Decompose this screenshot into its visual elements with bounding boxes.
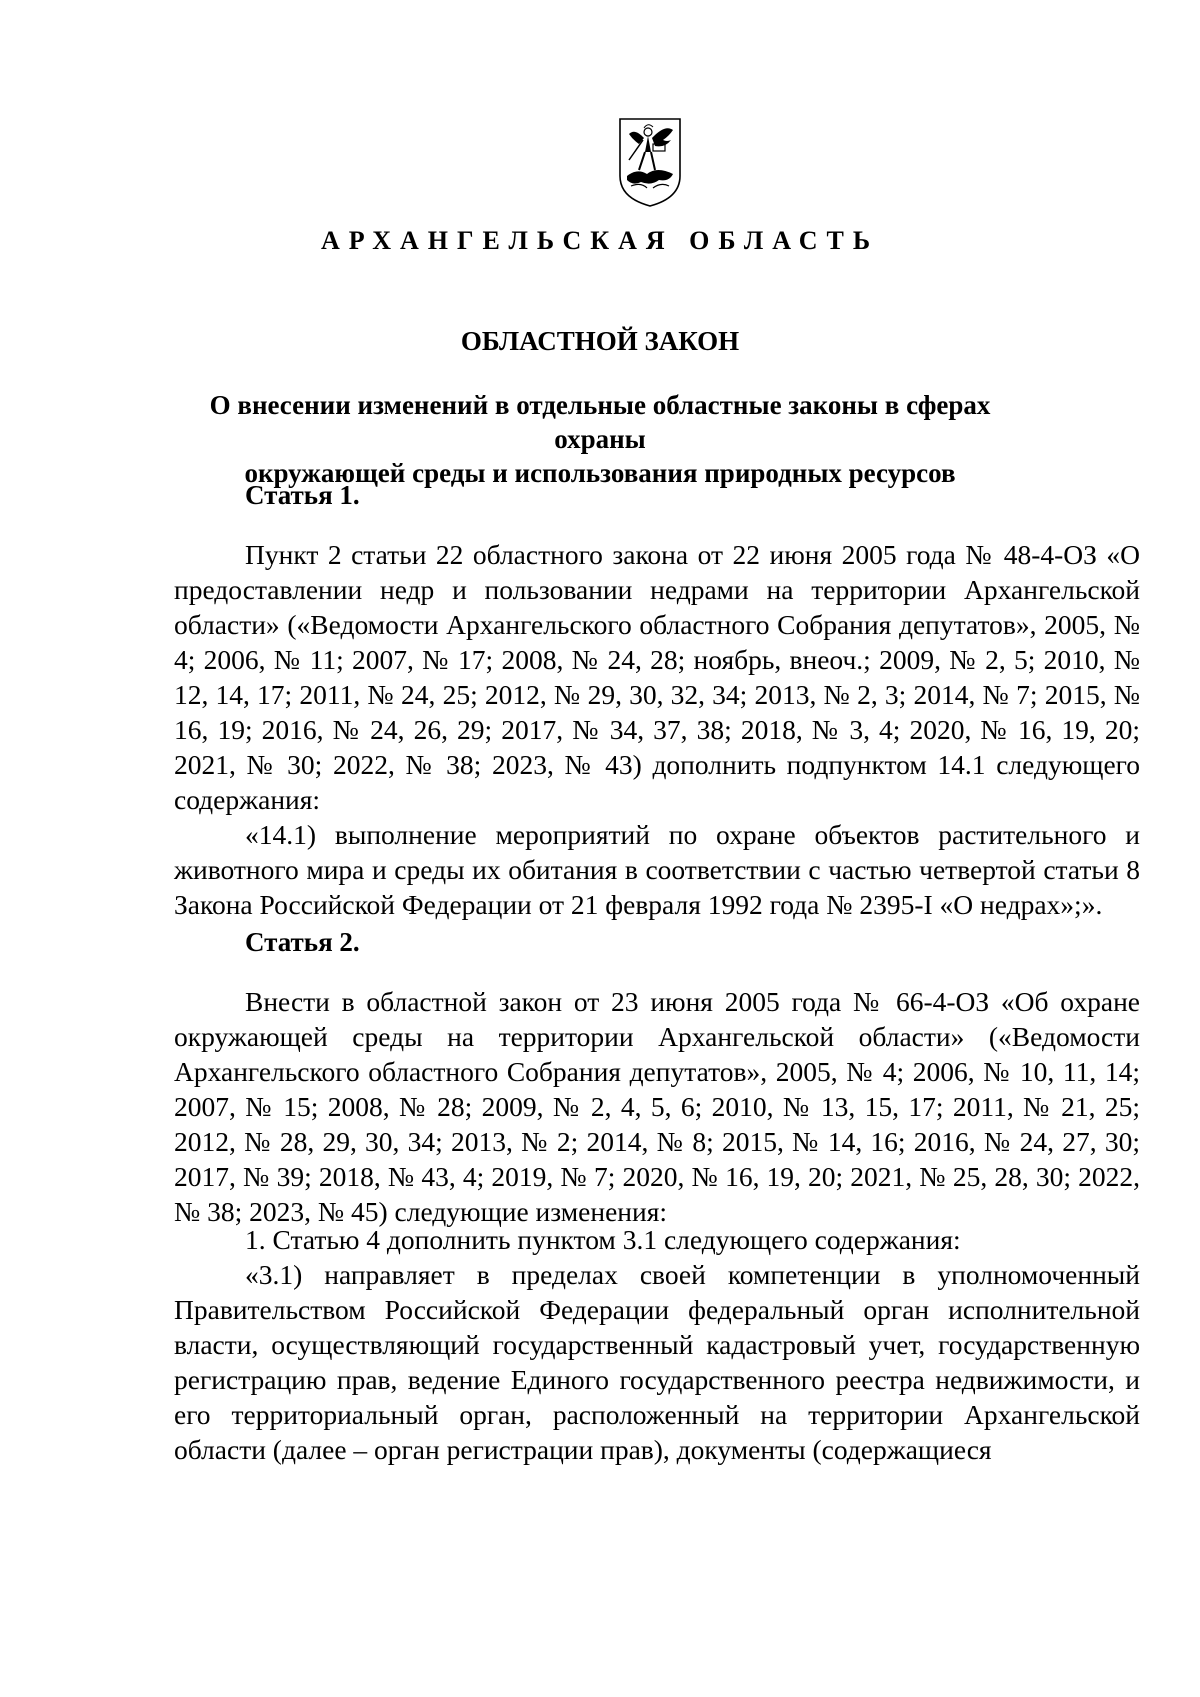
article-1-heading: Статья 1. <box>245 480 360 510</box>
article-1-paragraph-1: Пункт 2 статьи 22 областного закона от 22 июня 2005 года № 48-4-ОЗ «О предоставлении недр и пользовании недрами на территории Архангельской области» («Ведомости Архангельского областного Собрания депутатов», 2005, № 4; 2006, № 11; 2007, № 17; 2008, № 24, 28; ноябрь, внеоч.; 2009, № 2, 5; 2010, № 12, 14, 17; 2011, № 24, 25; 2012, № 29, 30, 32, 34; 2013, № 2, 3; 2014, № 7; 2015, № 16, 19; 2016, № 24, 26, 29; 2017, № 34, 37, 38; 2018, № 3, 4; 2020, № 16, 19, 20; 2021, № 30; 2022, № 38; 2023, № 43) дополнить подпунктом 14.1 следующего содержания: <box>174 539 1140 815</box>
document-title-line-1: О внесении изменений в отдельные областные законы в сферах охраны <box>209 390 991 454</box>
article-2-paragraph-1: Внести в областной закон от 23 июня 2005 года № 66-4-ОЗ «Об охране окружающей среды на территории Архангельской области» («Ведомости Архангельского областного Собрания депутатов», 2005, № 4; 2006, № 10, 11, 14; 2007, № 15; 2008, № 28; 2009, № 2, 4, 5, 6; 2010, № 13, 15, 17; 2011, № 21, 25; 2012, № 28, 29, 30, 34; 2013, № 2; 2014, № 8; 2015, № 14, 16; 2016, № 24, 27, 30; 2017, № 39; 2018, № 43, 4; 2019, № 7; 2020, № 16, 19, 20; 2021, № 25, 28, 30; 2022, № 38; 2023, № 45) следующие изменения: <box>174 986 1140 1227</box>
article-2-amendments <box>174 1222 1140 1467</box>
document-type: ОБЛАСТНОЙ ЗАКОН <box>460 326 740 356</box>
article-1-paragraph-2: «14.1) выполнение мероприятий по охране объектов растительного и животного мира и среды их обитания в соответствии с частью четвертой статьи 8 Закона Российской Федерации от 21 февраля 1992 года № 2395-I «О недрах»;». <box>174 819 1140 920</box>
arkhangelsk-coat-of-arms-icon <box>617 116 683 208</box>
document-title <box>170 388 1030 490</box>
article-2-body <box>174 984 1140 1229</box>
article-2-heading: Статья 2. <box>245 927 360 957</box>
region-name: АРХАНГЕЛЬСКАЯ ОБЛАСТЬ <box>320 226 880 255</box>
article-2-item-1-text: «3.1) направляет в пределах своей компетенции в уполномоченный Правительством Российской Федерации федеральный орган исполнительной власти, осуществляющий государственный кадастровый учет, государственную регистрацию прав, ведение Единого государственного реестра недвижимости, и его территориальный орган, расположенный на территории Архангельской области (далее – орган регистрации прав), документы (содержащиеся <box>174 1259 1140 1465</box>
article-1-body <box>174 537 1140 922</box>
document-title-line-2: окружающей среды и использования природных ресурсов <box>244 458 956 488</box>
article-2-item-1: 1. Статью 4 дополнить пунктом 3.1 следующего содержания: <box>245 1224 961 1255</box>
